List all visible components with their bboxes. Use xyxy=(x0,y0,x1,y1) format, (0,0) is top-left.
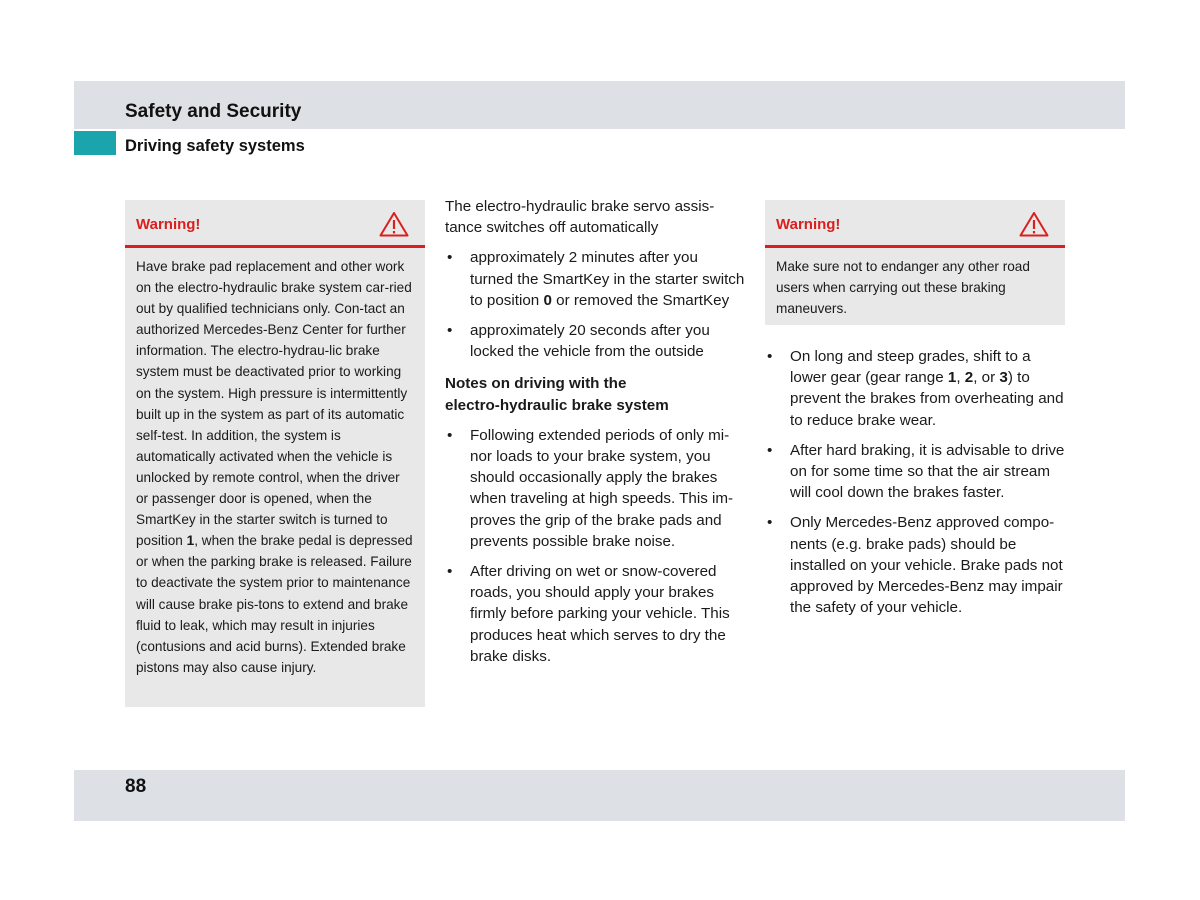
warning-text-part2: , when the brake pedal is depressed or when the parking brake is released. Failure to deactivate the system prior to maintenance will cause brake pis-tons to extend and brake fluid to leak, which may result in injuries (contusions and acid burns). Extended brake pistons may also cause injury. xyxy=(136,533,413,675)
bullet-glyph: • xyxy=(767,441,773,459)
warning-label: Warning! xyxy=(136,216,201,233)
warning-text xyxy=(765,248,1065,329)
list-item-text: After driving on wet or snow-covered roads, you should apply your brakes firmly before parking your vehicle. This produces heat which serves to dry the brake disks. xyxy=(470,563,730,665)
section-title: Safety and Security xyxy=(125,101,302,122)
list-item-text: approximately 20 seconds after you locked the vehicle from the outside xyxy=(470,322,710,361)
section-marker xyxy=(74,131,116,155)
bullet-glyph: • xyxy=(447,563,453,581)
warning-triangle-icon xyxy=(1019,211,1049,237)
list-item-text: approximately 2 minutes after you turned the SmartKey in the starter switch to position xyxy=(470,249,745,309)
position-value: 1 xyxy=(186,533,195,549)
bullet-glyph: • xyxy=(447,322,453,340)
gear-value: 2 xyxy=(964,369,974,387)
separator: , xyxy=(956,369,965,387)
list-item xyxy=(445,247,745,311)
warning-box-left xyxy=(125,200,425,707)
warning-text-part1: Have brake pad replacement and other work on the electro-hydraulic brake system car-ried out by qualified technicians only. Con-tact an authorized Mercedes-Benz Center for further information. The electro-hydrau-lic brake system must be deactivated prior to working on the system. High pressure is intermittently built up in the system as part of its automatic self-test. In addition, the system is automatically activated when the vehicle is unlocked by remote control, when the driver or passenger door is opened, when the SmartKey in the starter switch is turned to position xyxy=(136,259,412,549)
middle-column xyxy=(445,196,745,676)
notes-heading-line1: Notes on driving with the xyxy=(445,375,627,393)
bullet-glyph: • xyxy=(767,514,773,532)
separator: , or xyxy=(973,369,1000,387)
list-item-text: On long and steep grades, shift to a lower gear (gear range xyxy=(790,348,1031,387)
list-item xyxy=(445,561,745,667)
list-item xyxy=(445,425,745,552)
notes-heading xyxy=(445,373,745,415)
list-item-text: After hard braking, it is advisable to drive on for some time so that the air stream will cool down the brakes faster. xyxy=(790,441,1065,502)
position-value: 0 xyxy=(543,291,552,309)
list-item-text-end: or removed the SmartKey xyxy=(551,291,730,309)
warning-header xyxy=(765,200,1065,248)
right-column xyxy=(765,346,1067,627)
list-item xyxy=(765,512,1067,618)
list-item-text-end: ) to prevent the brakes from overheating and to reduce brake wear. xyxy=(790,369,1064,429)
list-item xyxy=(765,440,1067,504)
notes-heading-line2: electro-hydraulic brake system xyxy=(445,396,669,414)
gear-value: 1 xyxy=(947,369,957,387)
warning-header xyxy=(125,200,425,248)
warning-label: Warning! xyxy=(776,216,841,233)
warning-text-body: Make sure not to endanger any other road users when carrying out these braking maneuvers. xyxy=(776,259,1030,317)
warning-box-right xyxy=(765,200,1065,325)
subsection-title: Driving safety systems xyxy=(125,137,305,155)
page-number: 88 xyxy=(125,776,147,797)
warning-triangle-icon xyxy=(379,211,409,237)
list-item-text: Following extended periods of only mi-nor loads to your brake system, you should occasionally apply the brakes when traveling at high speeds. This im-proves the grip of the brake pads and prevents possible brake noise. xyxy=(470,426,734,550)
bullet-glyph: • xyxy=(447,426,453,444)
list-item-text: Only Mercedes-Benz approved compo-nents (e.g. brake pads) should be installed on your vehicle. Brake pads not approved by Mercedes-Benz may impair the safety of your vehicle. xyxy=(790,514,1063,617)
gear-value: 3 xyxy=(999,369,1008,387)
intro-paragraph: The electro-hydraulic brake servo assis-tance switches off automatically xyxy=(445,198,715,237)
list-item xyxy=(765,346,1067,431)
bullet-glyph: • xyxy=(447,249,453,267)
footer-band xyxy=(74,770,1125,821)
bullet-glyph: • xyxy=(767,348,773,365)
warning-text xyxy=(125,248,425,688)
list-item xyxy=(445,320,745,362)
